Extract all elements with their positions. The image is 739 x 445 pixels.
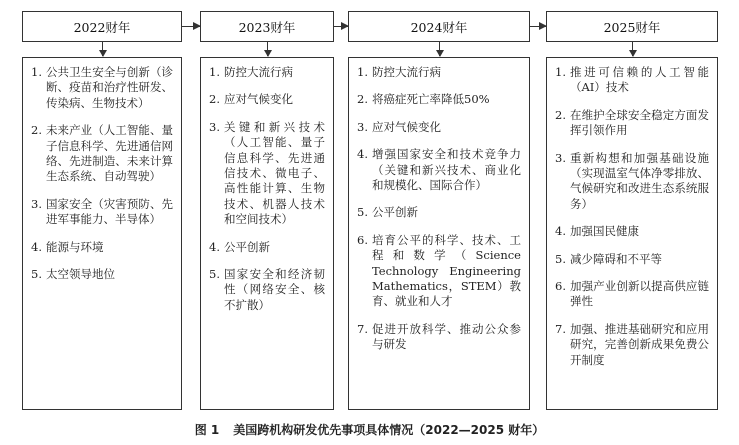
priority-item (209, 65, 325, 80)
item-text: 未来产业（人工智能、量子信息科学、先进通信网络、先进制造、未来计算生态系统、自动驾驶） (46, 123, 173, 184)
header-2024: 2024财年 (348, 11, 530, 42)
priority-item (31, 267, 173, 282)
down-arrow-2022 (102, 42, 103, 56)
item-number: 5. (555, 251, 566, 266)
item-number: 1. (357, 65, 368, 79)
item-list (201, 58, 333, 313)
item-text: 防控大流行病 (224, 65, 293, 79)
header-2025: 2025财年 (546, 11, 718, 42)
figure-title: 美国跨机构研发优先事项具体情况（2022—2025 财年） (233, 423, 545, 437)
item-number: 2. (555, 107, 566, 122)
figure-caption (0, 421, 739, 438)
priority-item (209, 92, 325, 107)
item-text: 太空领导地位 (46, 267, 115, 282)
header-2023: 2023财年 (200, 11, 334, 42)
item-number: 4. (209, 239, 220, 254)
item-list (349, 58, 529, 353)
item-text: 加强国民健康 (570, 224, 639, 239)
priority-item (357, 92, 521, 107)
priority-item (209, 120, 325, 228)
priority-item (555, 252, 709, 267)
item-text: 在维护全球安全稳定方面发挥引领作用 (570, 107, 709, 138)
down-arrow-2025 (632, 42, 633, 56)
item-number: 4. (555, 224, 566, 239)
item-number: 2. (209, 92, 220, 107)
panel-2023 (200, 57, 334, 410)
item-number: 4. (357, 147, 368, 162)
priority-item (31, 240, 173, 255)
priority-item (555, 279, 709, 310)
priority-item (357, 147, 521, 193)
priority-item (555, 108, 709, 139)
item-number: 5. (357, 205, 368, 220)
priority-item (31, 65, 173, 111)
priority-item (555, 65, 709, 96)
item-text: 国家安全和经济韧性（网络安全、核不扩散） (224, 267, 325, 312)
priority-item (357, 120, 521, 135)
item-text: 加强、推进基础研究和应用研究，完善创新成果免费公开制度 (570, 321, 709, 367)
item-list (547, 58, 717, 368)
priority-item (555, 322, 709, 368)
item-number: 7. (357, 321, 368, 336)
item-number: 6. (357, 232, 368, 247)
item-number: 3. (357, 119, 368, 134)
item-number: 6. (555, 279, 566, 294)
item-text: 关键和新兴技术（人工智能、量子信息科学、先进通信技术、微电子、高性能计算、生物技术、机器人技术和空间技术） (224, 119, 325, 227)
priority-item (555, 151, 709, 213)
priority-item (209, 240, 325, 255)
arrow-2023-2024 (334, 26, 348, 27)
item-number: 3. (555, 150, 566, 165)
item-number: 3. (31, 196, 42, 211)
item-number: 5. (209, 267, 220, 282)
header-2022: 2022财年 (22, 11, 182, 42)
item-number: 1. (555, 65, 566, 79)
item-number: 4. (31, 239, 42, 254)
panel-2025 (546, 57, 718, 410)
item-text: 应对气候变化 (372, 119, 441, 134)
item-text: 能源与环境 (46, 239, 104, 254)
arrow-2024-2025 (530, 26, 546, 27)
item-text: 促进开放科学、推动公众参与研发 (372, 321, 521, 352)
item-text: 重新构想和加强基础设施（实现温室气体净零排放、气候研究和改进生态系统服务） (570, 150, 709, 211)
down-arrow-2023 (267, 42, 268, 56)
item-text: 防控大流行病 (372, 65, 441, 79)
item-number: 7. (555, 321, 566, 336)
priority-item (357, 322, 521, 353)
arrow-2022-2023 (182, 26, 200, 27)
priority-item (357, 233, 521, 310)
priority-item (555, 224, 709, 239)
priority-item (209, 267, 325, 313)
item-text: 应对气候变化 (224, 92, 293, 107)
item-text: 公平创新 (224, 239, 270, 254)
item-text: 培育公平的科学、技术、工程和数学（Science Technology Engineering Mathematics，STEM）教育、就业和人才 (372, 232, 521, 309)
item-text: 推进可信赖的人工智能（AI）技术 (570, 65, 709, 95)
down-arrow-2024 (439, 42, 440, 56)
panel-2024 (348, 57, 530, 410)
priority-item (357, 65, 521, 80)
item-text: 将癌症死亡率降低50% (372, 92, 490, 107)
item-number: 1. (31, 65, 42, 79)
panel-2022 (22, 57, 182, 410)
item-text: 减少障碍和不平等 (570, 251, 662, 266)
item-number: 3. (209, 119, 220, 134)
item-text: 增强国家安全和技术竞争力（关键和新兴技术、商业化和规模化、国际合作） (372, 147, 521, 193)
item-text: 加强产业创新以提高供应链弹性 (570, 279, 709, 309)
priority-item (31, 123, 173, 185)
item-text: 国家安全（灾害预防、先进军事能力、半导体） (46, 196, 173, 227)
priority-item (31, 197, 173, 228)
item-text: 公平创新 (372, 205, 418, 220)
figure-label: 图 1 (194, 423, 220, 437)
item-number: 2. (31, 123, 42, 138)
item-text: 公共卫生安全与创新（诊断、疫苗和治疗性研发、传染病、生物技术） (46, 65, 173, 110)
item-list (23, 58, 181, 282)
item-number: 5. (31, 267, 42, 282)
item-number: 2. (357, 92, 368, 107)
priority-item (357, 205, 521, 220)
item-number: 1. (209, 65, 220, 79)
